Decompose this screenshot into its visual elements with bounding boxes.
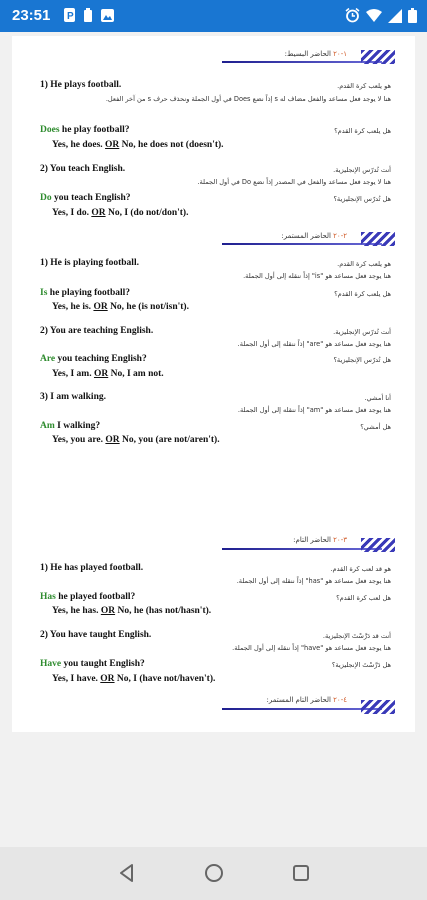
section-stripe xyxy=(361,232,395,246)
document-page[interactable] xyxy=(12,36,415,732)
image-icon xyxy=(101,9,114,22)
section-stripe xyxy=(361,700,395,714)
answer: Yes, he has. OR No, he (has not/hasn't). xyxy=(52,606,212,616)
section-title-4: ٤-٢٠ الحاضر التام المستمر: xyxy=(266,696,347,704)
question: Do you teach English? xyxy=(40,193,131,203)
status-bar xyxy=(0,0,427,32)
arabic-translation: أنت قد دَرَّسْتَ الإنجليزية. xyxy=(322,632,391,640)
arabic-explanation: هنا لا يوجد فعل مساعد والفعل مضاف له s إذاً نضع Does في أول الجملة ونحذف حرف s من آخر الفعل. xyxy=(105,95,391,103)
wifi-icon xyxy=(366,9,382,22)
sentence: 1) He plays football. xyxy=(40,80,122,90)
section-stripe xyxy=(361,50,395,64)
question: Has he played football? xyxy=(40,592,136,602)
question: Am I walking? xyxy=(40,421,101,431)
section-rule xyxy=(222,243,382,245)
battery-icon xyxy=(408,8,417,23)
arabic-translation: أنت تُدرّس الإنجليزية. xyxy=(333,328,391,336)
p-icon xyxy=(64,8,75,22)
answer: Yes, I do. OR No, I (do not/don't). xyxy=(52,208,189,218)
home-icon[interactable] xyxy=(203,862,225,884)
arabic-explanation: هنا لا يوجد فعل مساعد والفعل في المصدر إذاً نضع Do في أول الجملة. xyxy=(197,178,391,186)
answer: Yes, he is. OR No, he (is not/isn't). xyxy=(52,302,189,312)
sentence: 2) You have taught English. xyxy=(40,630,152,640)
answer: Yes, I have. OR No, I (have not/haven't). xyxy=(52,674,216,684)
arabic-translation: هو قد لعب كرة القدم. xyxy=(330,565,391,573)
sentence: 2) You are teaching English. xyxy=(40,326,154,336)
arabic-translation: هو يلعب كرة القدم. xyxy=(337,260,391,268)
arabic-translation: أنا أمشي. xyxy=(364,394,391,402)
section-stripe xyxy=(361,538,395,552)
question: Have you taught English? xyxy=(40,659,145,669)
alarm-icon xyxy=(345,8,360,23)
arabic-explanation: هنا يوجد فعل مساعد هو "has" إذاً ننقله إلى أول الجملة. xyxy=(236,577,391,585)
answer: Yes, you are. OR No, you (are not/aren't). xyxy=(52,435,220,445)
arabic-question: هل أمشي؟ xyxy=(360,423,391,431)
arabic-question: هل دَرَّسْتَ الإنجليزية؟ xyxy=(331,661,391,669)
question: Does he play football? xyxy=(40,125,130,135)
arabic-explanation: هنا يوجد فعل مساعد هو "have" إذاً ننقله إلى أول الجملة. xyxy=(232,644,391,652)
svg-text:P: P xyxy=(67,11,74,22)
sentence: 1) He is playing football. xyxy=(40,258,139,268)
section-rule xyxy=(222,708,382,710)
arabic-translation: هو يلعب كرة القدم. xyxy=(337,82,391,90)
navigation-bar xyxy=(0,847,427,900)
arabic-explanation: هنا يوجد فعل مساعد هو "am" إذاً ننقله إلى أول الجملة. xyxy=(237,406,391,414)
arabic-question: هل تُدرّس الإنجليزية؟ xyxy=(333,195,391,203)
question: Is he playing football? xyxy=(40,288,131,298)
section-title-3: ٣-٢٠ الحاضر التام: xyxy=(293,536,347,544)
recents-icon[interactable] xyxy=(290,862,312,884)
arabic-explanation: هنا يوجد فعل مساعد هو "are" إذاً ننقله إلى أول الجملة. xyxy=(237,340,391,348)
clock: 23:51 xyxy=(12,7,51,24)
arabic-question: هل يلعب كرة القدم؟ xyxy=(334,290,391,298)
sentence: 2) You teach English. xyxy=(40,164,126,174)
signal-icon xyxy=(388,9,402,23)
arabic-question: هل تُدرّس الإنجليزية؟ xyxy=(333,356,391,364)
arabic-translation: أنت تُدرّس الإنجليزية. xyxy=(333,166,391,174)
arabic-explanation: هنا يوجد فعل مساعد هو "is" إذاً ننقله إلى أول الجملة. xyxy=(243,272,391,280)
answer: Yes, he does. OR No, he does not (doesn't). xyxy=(52,140,224,150)
section-title-1: ١-٢٠ الحاضر البسيط: xyxy=(284,50,347,58)
sentence: 1) He has played football. xyxy=(40,563,144,573)
arabic-question: هل لعب كرة القدم؟ xyxy=(336,594,391,602)
arabic-question: هل يلعب كرة القدم؟ xyxy=(334,127,391,135)
section-title-2: ٢-٢٠ الحاضر المستمر: xyxy=(281,232,347,240)
sentence: 3) I am walking. xyxy=(40,392,106,402)
section-rule xyxy=(222,548,382,550)
back-icon[interactable] xyxy=(116,862,138,884)
answer: Yes, I am. OR No, I am not. xyxy=(52,369,164,379)
question: Are you teaching English? xyxy=(40,354,147,364)
battery-saver-icon xyxy=(84,8,92,22)
section-rule xyxy=(222,61,382,63)
